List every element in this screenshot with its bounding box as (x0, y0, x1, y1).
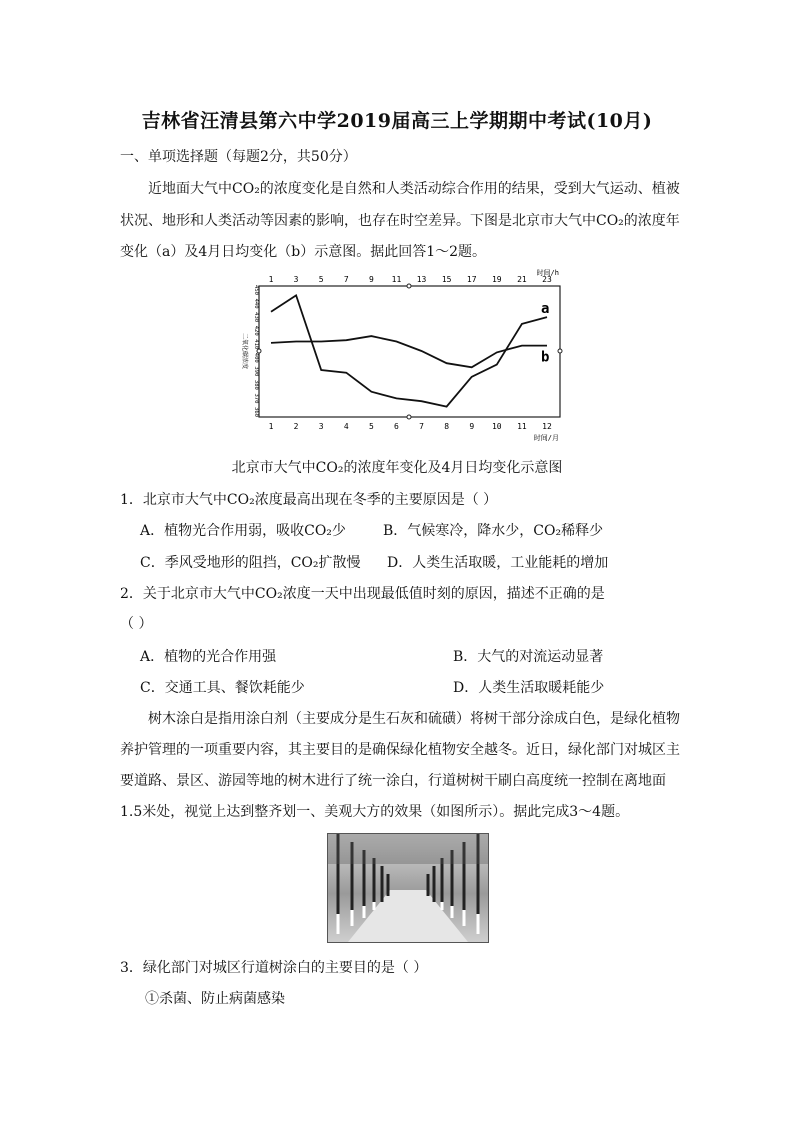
bottom-tick-label: 5 (368, 422, 374, 431)
top-tick-group (269, 275, 552, 284)
whitewashed-trees-photo (327, 833, 489, 943)
bottom-tick-label: 8 (444, 422, 450, 431)
top-tick-label: 7 (343, 275, 349, 284)
q1-option-b: B．气候寒冷，降水少，CO₂稀释少 (383, 523, 604, 539)
top-tick-label: 9 (368, 275, 374, 284)
q2-option-b: B．大气的对流运动显著 (453, 649, 604, 665)
series-a-line (271, 295, 550, 406)
top-tick-label: 17 (466, 275, 477, 284)
top-tick-label: 21 (517, 275, 527, 284)
bottom-axis-label: 时间/月 (533, 434, 559, 442)
y-tick-label: 370 (253, 393, 259, 404)
q1-option-a: A．植物光合作用弱，吸收CO₂少 (140, 523, 346, 539)
y-tick-label: 430 (253, 312, 259, 323)
bottom-tick-label: 10 (491, 422, 502, 431)
q2-option-c: C．交通工具、餐饮耗能少 (140, 680, 305, 696)
bottom-tick-label: 3 (318, 422, 324, 431)
passage1-line3: 变化（a）及4月日均变化（b）示意图。据此回答1～2题。 (120, 244, 487, 260)
y-tick-label: 360 (253, 407, 259, 417)
top-tick-label: 5 (318, 275, 324, 284)
top-tick-label: 1 (268, 275, 274, 284)
y-tick-label: 390 (253, 366, 259, 377)
y-tick-label: 380 (253, 379, 259, 390)
y-tick-label: 410 (253, 339, 259, 350)
top-tick-label: 3 (293, 275, 299, 284)
q1-option-d: D．人类生活取暖，工业能耗的增加 (387, 555, 609, 571)
passage1-line2: 状况、地形和人类活动等因素的影响，也存在时空差异。下图是北京市大气中CO₂的浓度年 (120, 213, 680, 229)
y-tick-label: 400 (253, 352, 259, 363)
bottom-tick-label: 2 (293, 422, 299, 431)
co2-chart (229, 266, 569, 446)
top-tick-label: 13 (416, 275, 427, 284)
top-axis-label: 时间/h (536, 269, 559, 277)
bottom-tick-label: 4 (343, 422, 349, 431)
passage2-line1: 树木涂白是指用涂白剂（主要成分是生石灰和硫磺）将树干部分涂成白色，是绿化植物 (148, 711, 680, 727)
bottom-tick-label: 12 (542, 422, 552, 431)
passage1-line1: 近地面大气中CO₂的浓度变化是自然和人类活动综合作用的结果，受到大气运动、植被 (148, 181, 680, 197)
q1-option-c: C．季风受地形的阻挡，CO₂扩散慢 (140, 555, 361, 571)
series-b-label: b (541, 349, 550, 366)
q1-stem: 1．北京市大气中CO₂浓度最高出现在冬季的主要原因是（ ） (120, 492, 498, 508)
q3-stem: 3．绿化部门对城区行道树涂白的主要目的是（ ） (120, 960, 428, 976)
y-tick-label: 450 (253, 285, 259, 295)
exam-title: 吉林省汪清县第六中学2019届高三上学期期中考试(10月) (141, 110, 653, 132)
top-tick-label: 11 (391, 275, 402, 284)
section-heading: 一、单项选择题（每题2分，共50分） (120, 149, 357, 165)
q2-option-a: A．植物的光合作用强 (140, 649, 277, 665)
frame-marker-bottom (407, 415, 411, 419)
q2-option-d: D．人类生活取暖耗能少 (453, 680, 605, 696)
q3-option-1: ①杀菌、防止病菌感染 (145, 991, 285, 1007)
passage2-line4: 1.5米处，视觉上达到整齐划一、美观大方的效果（如图所示）。据此完成3～4题。 (120, 804, 630, 820)
y-axis-label: 二氧化碳浓度 (241, 332, 248, 370)
q2-stem-line2: （ ） (120, 616, 153, 632)
y-tick-label: 440 (253, 298, 259, 309)
q2-stem-line1: 2．关于北京市大气中CO₂浓度一天中出现最低值时刻的原因，描述不正确的是 (120, 586, 605, 602)
series-a-label: a (541, 301, 550, 318)
frame-marker-top (407, 284, 411, 288)
top-tick-label: 19 (491, 275, 502, 284)
chart-caption: 北京市大气中CO₂的浓度年变化及4月日均变化示意图 (231, 460, 563, 476)
y-tick-label: 420 (253, 325, 259, 336)
top-tick-label: 15 (441, 275, 452, 284)
passage2-line3: 要道路、景区、游园等地的树木进行了统一涂白，行道树树干刷白高度统一控制在离地面 (120, 773, 666, 789)
passage2-line2: 养护管理的一项重要内容，其主要目的是确保绿化植物安全越冬。近日，绿化部门对城区主 (120, 742, 680, 758)
plot-frame (259, 286, 560, 417)
bottom-tick-label: 11 (517, 422, 527, 431)
bottom-tick-label: 9 (469, 422, 475, 431)
bottom-tick-group (269, 422, 552, 431)
bottom-tick-label: 1 (268, 422, 274, 431)
road-scene (328, 834, 488, 942)
bottom-tick-label: 6 (394, 422, 399, 431)
top-tick-label: 23 (542, 275, 552, 284)
bottom-tick-label: 7 (419, 422, 424, 431)
frame-marker-right (558, 349, 562, 353)
